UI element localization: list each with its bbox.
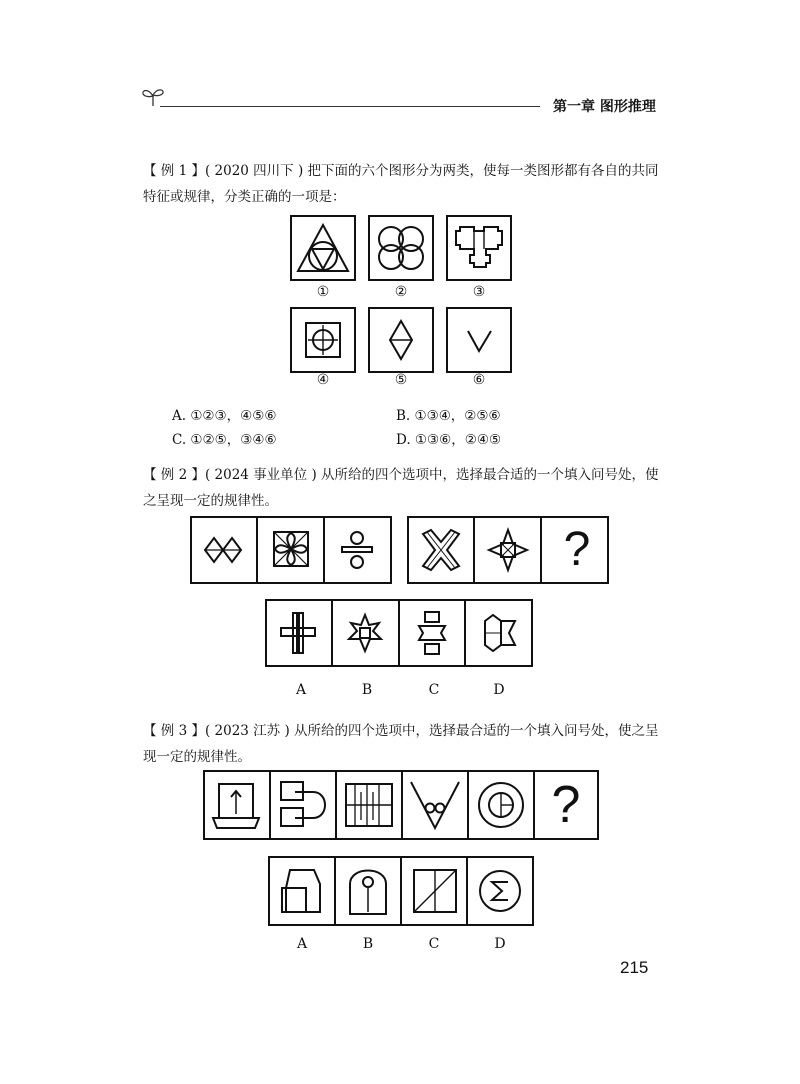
ex1-option-b[interactable]: B. ①③④，②⑤⑥ [396,408,501,424]
example1-prompt: 【 例 1 】( 2020 四川下 ) 把下面的六个图形分为两类，使每一类图形都有各自的共同特征或规律，分类正确的一项是： [143,163,659,205]
ex1-label-1: ① [316,284,330,300]
ex3-label-c[interactable]: C [428,936,440,952]
ex1-label-4: ④ [316,372,330,388]
ex3-label-a[interactable]: A [296,936,308,952]
header-rule [160,106,540,107]
ex3-label-b[interactable]: B [362,936,374,952]
ex1-figure-2 [368,215,434,281]
ex1-figure-4 [290,307,356,373]
ex1-figure-5 [368,307,434,373]
ex2-label-b[interactable]: B [361,682,373,698]
ex2-label-d[interactable]: D [493,682,505,698]
ex2-answer-options [265,599,533,667]
ex1-figure-3 [446,215,512,281]
ex1-figure-1 [290,215,356,281]
chapter-title: 第一章 图形推理 [553,99,656,115]
ex2-question-group-1 [190,516,392,584]
ex1-label-2: ② [394,284,408,300]
ex1-figure-6 [446,307,512,373]
page-number: 215 [620,958,649,977]
ex1-label-6: ⑥ [472,372,486,388]
ex1-option-a[interactable]: A. ①②③，④⑤⑥ [172,408,277,424]
ex1-label-3: ③ [472,284,486,300]
ex2-question-mark: ? [563,523,591,576]
ex1-option-d[interactable]: D. ①③⑥，②④⑤ [396,432,502,448]
ex1-option-c[interactable]: C. ①②⑤，③④⑥ [172,432,277,448]
ex2-label-a[interactable]: A [295,682,307,698]
ex3-answer-options [268,856,534,926]
ex2-label-c[interactable]: C [428,682,440,698]
ex3-question-mark: ? [551,776,581,834]
example2-prompt: 【 例 2 】( 2024 事业单位 ) 从所给的四个选项中，选择最合适的一个填入问号处，使之呈现一定的规律性。 [143,467,659,509]
ex1-label-5: ⑤ [394,372,408,388]
example3-prompt: 【 例 3 】( 2023 江苏 ) 从所给的四个选项中，选择最合适的一个填入问号处，使之呈现一定的规律性。 [143,723,659,765]
ex3-label-d[interactable]: D [494,936,506,952]
